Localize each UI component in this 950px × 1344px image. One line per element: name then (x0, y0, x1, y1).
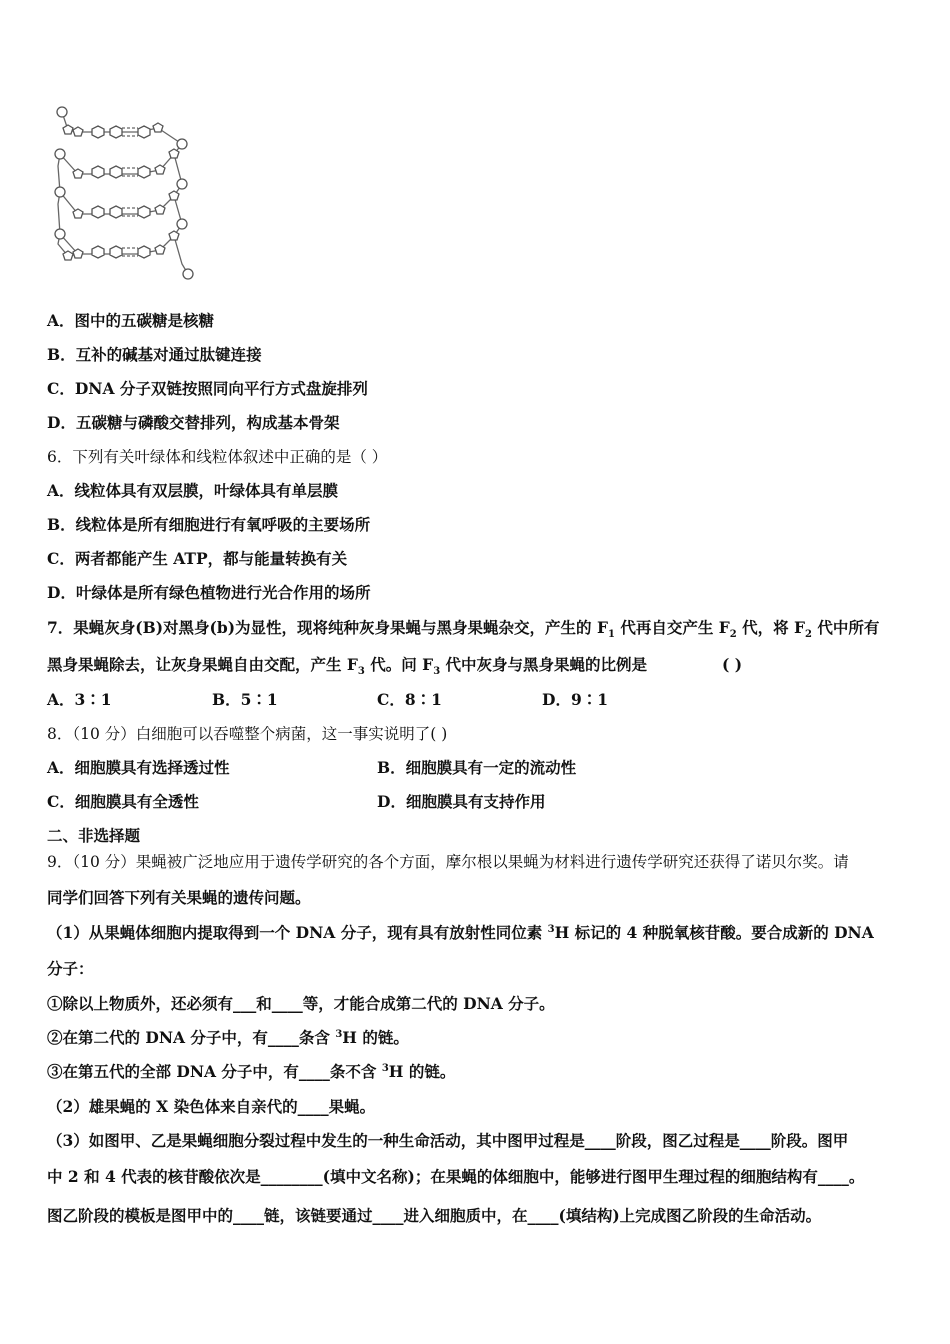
q6-option-c[interactable]: C．两者都能产生 ATP，都与能量转换有关 (47, 549, 348, 568)
q7-stem-text: 代中灰身与黑身果蝇的比例是 (440, 655, 648, 674)
q7-subscript: 1 (607, 629, 615, 641)
q9-stem-line2: 同学们回答下列有关果蝇的遗传问题。 (47, 888, 311, 907)
q9-part1-text: H 标记的 4 种脱氧核苷酸。要合成新的 DNA (554, 923, 874, 942)
dna-double-helix-figure (48, 104, 208, 288)
q9-part3-line1: （3）如图甲、乙是果蝇细胞分裂过程中发生的一种生命活动，其中图甲过程是____阶段，图乙过程是____阶段。图甲 (47, 1131, 849, 1150)
q5-option-c[interactable]: C．DNA 分子双链按照同向平行方式盘旋排列 (47, 379, 368, 398)
q8-option-b[interactable]: B．细胞膜具有一定的流动性 (377, 758, 577, 777)
q5-option-b[interactable]: B．互补的碱基对通过肽键连接 (47, 345, 262, 364)
q7-subscript: 3 (433, 666, 441, 678)
q7-option-d[interactable]: D．9∶1 (542, 690, 609, 709)
q6-stem: 6．下列有关叶绿体和线粒体叙述中正确的是（ ） (47, 448, 388, 466)
q7-stem-text: 代。问 F (364, 655, 434, 674)
q9-part1-item3 (47, 1062, 455, 1082)
q7-stem-line1 (47, 618, 880, 641)
q7-stem-text: 7．果蝇灰身(B)对黑身(b)为显性，现将纯种灰身果蝇与黑身果蝇杂交，产生的 F (47, 618, 608, 637)
q9-part1-item2 (47, 1028, 409, 1048)
q9-item2-text: ②在第二代的 DNA 分子中，有____条含 (47, 1028, 336, 1047)
q9-part1-text: （1）从果蝇体细胞内提取得到一个 DNA 分子，现有具有放射性同位素 (47, 923, 548, 942)
q7-option-b[interactable]: B．5∶1 (212, 690, 278, 709)
q7-option-a[interactable]: A．3∶1 (47, 690, 112, 709)
q7-subscript: 3 (357, 666, 365, 678)
q9-part3-line2: 中 2 和 4 代表的核苷酸依次是________(填中文名称)；在果蝇的体细胞中，能够进行图甲生理过程的细胞结构有____。 (47, 1167, 865, 1186)
q7-stem-text: 代再自交产生 F (614, 618, 730, 637)
q9-part2: （2）雄果蝇的 X 染色体来自亲代的____果蝇。 (47, 1097, 376, 1116)
q9-part1-line2: 分子： (47, 959, 94, 978)
q9-item2-text: H 的链。 (342, 1028, 409, 1047)
q9-item3-text: H 的链。 (388, 1062, 456, 1081)
q9-stem-line1: 9．（10 分）果蝇被广泛地应用于遗传学研究的各个方面，摩尔根以果蝇为材料进行遗传学研究还获得了诺贝尔奖。请 (47, 853, 849, 871)
q7-answer-paren: ( ) (722, 655, 743, 674)
q6-option-a[interactable]: A．线粒体具有双层膜，叶绿体具有单层膜 (47, 481, 339, 500)
q8-option-c[interactable]: C．细胞膜具有全透性 (47, 792, 199, 811)
q9-superscript: 3 (547, 923, 555, 935)
q8-option-d[interactable]: D．细胞膜具有支持作用 (377, 792, 546, 811)
q7-stem-text: 代中所有 (812, 618, 880, 637)
q5-option-d[interactable]: D．五碳糖与磷酸交替排列，构成基本骨架 (47, 413, 340, 432)
q9-item3-text: ③在第五代的全部 DNA 分子中，有____条不含 (47, 1062, 382, 1081)
q7-subscript: 2 (805, 629, 812, 641)
q9-superscript: 3 (381, 1062, 389, 1074)
q7-option-c[interactable]: C．8∶1 (377, 690, 442, 709)
q6-option-d[interactable]: D．叶绿体是所有绿色植物进行光合作用的场所 (47, 583, 371, 602)
q9-superscript: 3 (335, 1028, 343, 1040)
q9-part1-line1 (47, 923, 874, 943)
q9-part1-item1: ①除以上物质外，还必须有___和____等，才能合成第二代的 DNA 分子。 (47, 994, 555, 1013)
q7-stem-text: 代，将 F (736, 618, 806, 637)
section-heading: 二、非选择题 (47, 826, 141, 845)
q7-stem-text: 黑身果蝇除去，让灰身果蝇自由交配，产生 F (47, 655, 358, 674)
q6-option-b[interactable]: B．线粒体是所有细胞进行有氧呼吸的主要场所 (47, 515, 371, 534)
q7-subscript: 2 (729, 629, 737, 641)
q8-option-a[interactable]: A．细胞膜具有选择透过性 (47, 758, 230, 777)
q5-option-a[interactable]: A．图中的五碳糖是核糖 (47, 311, 215, 330)
q7-stem-line2 (47, 655, 648, 678)
q8-stem: 8．（10 分）白细胞可以吞噬整个病菌，这一事实说明了( ) (47, 725, 448, 743)
q9-part3-line3: 图乙阶段的模板是图甲中的____链，该链要通过____进入细胞质中，在____(填结构)上完成图乙阶段的生命活动。 (47, 1206, 822, 1225)
